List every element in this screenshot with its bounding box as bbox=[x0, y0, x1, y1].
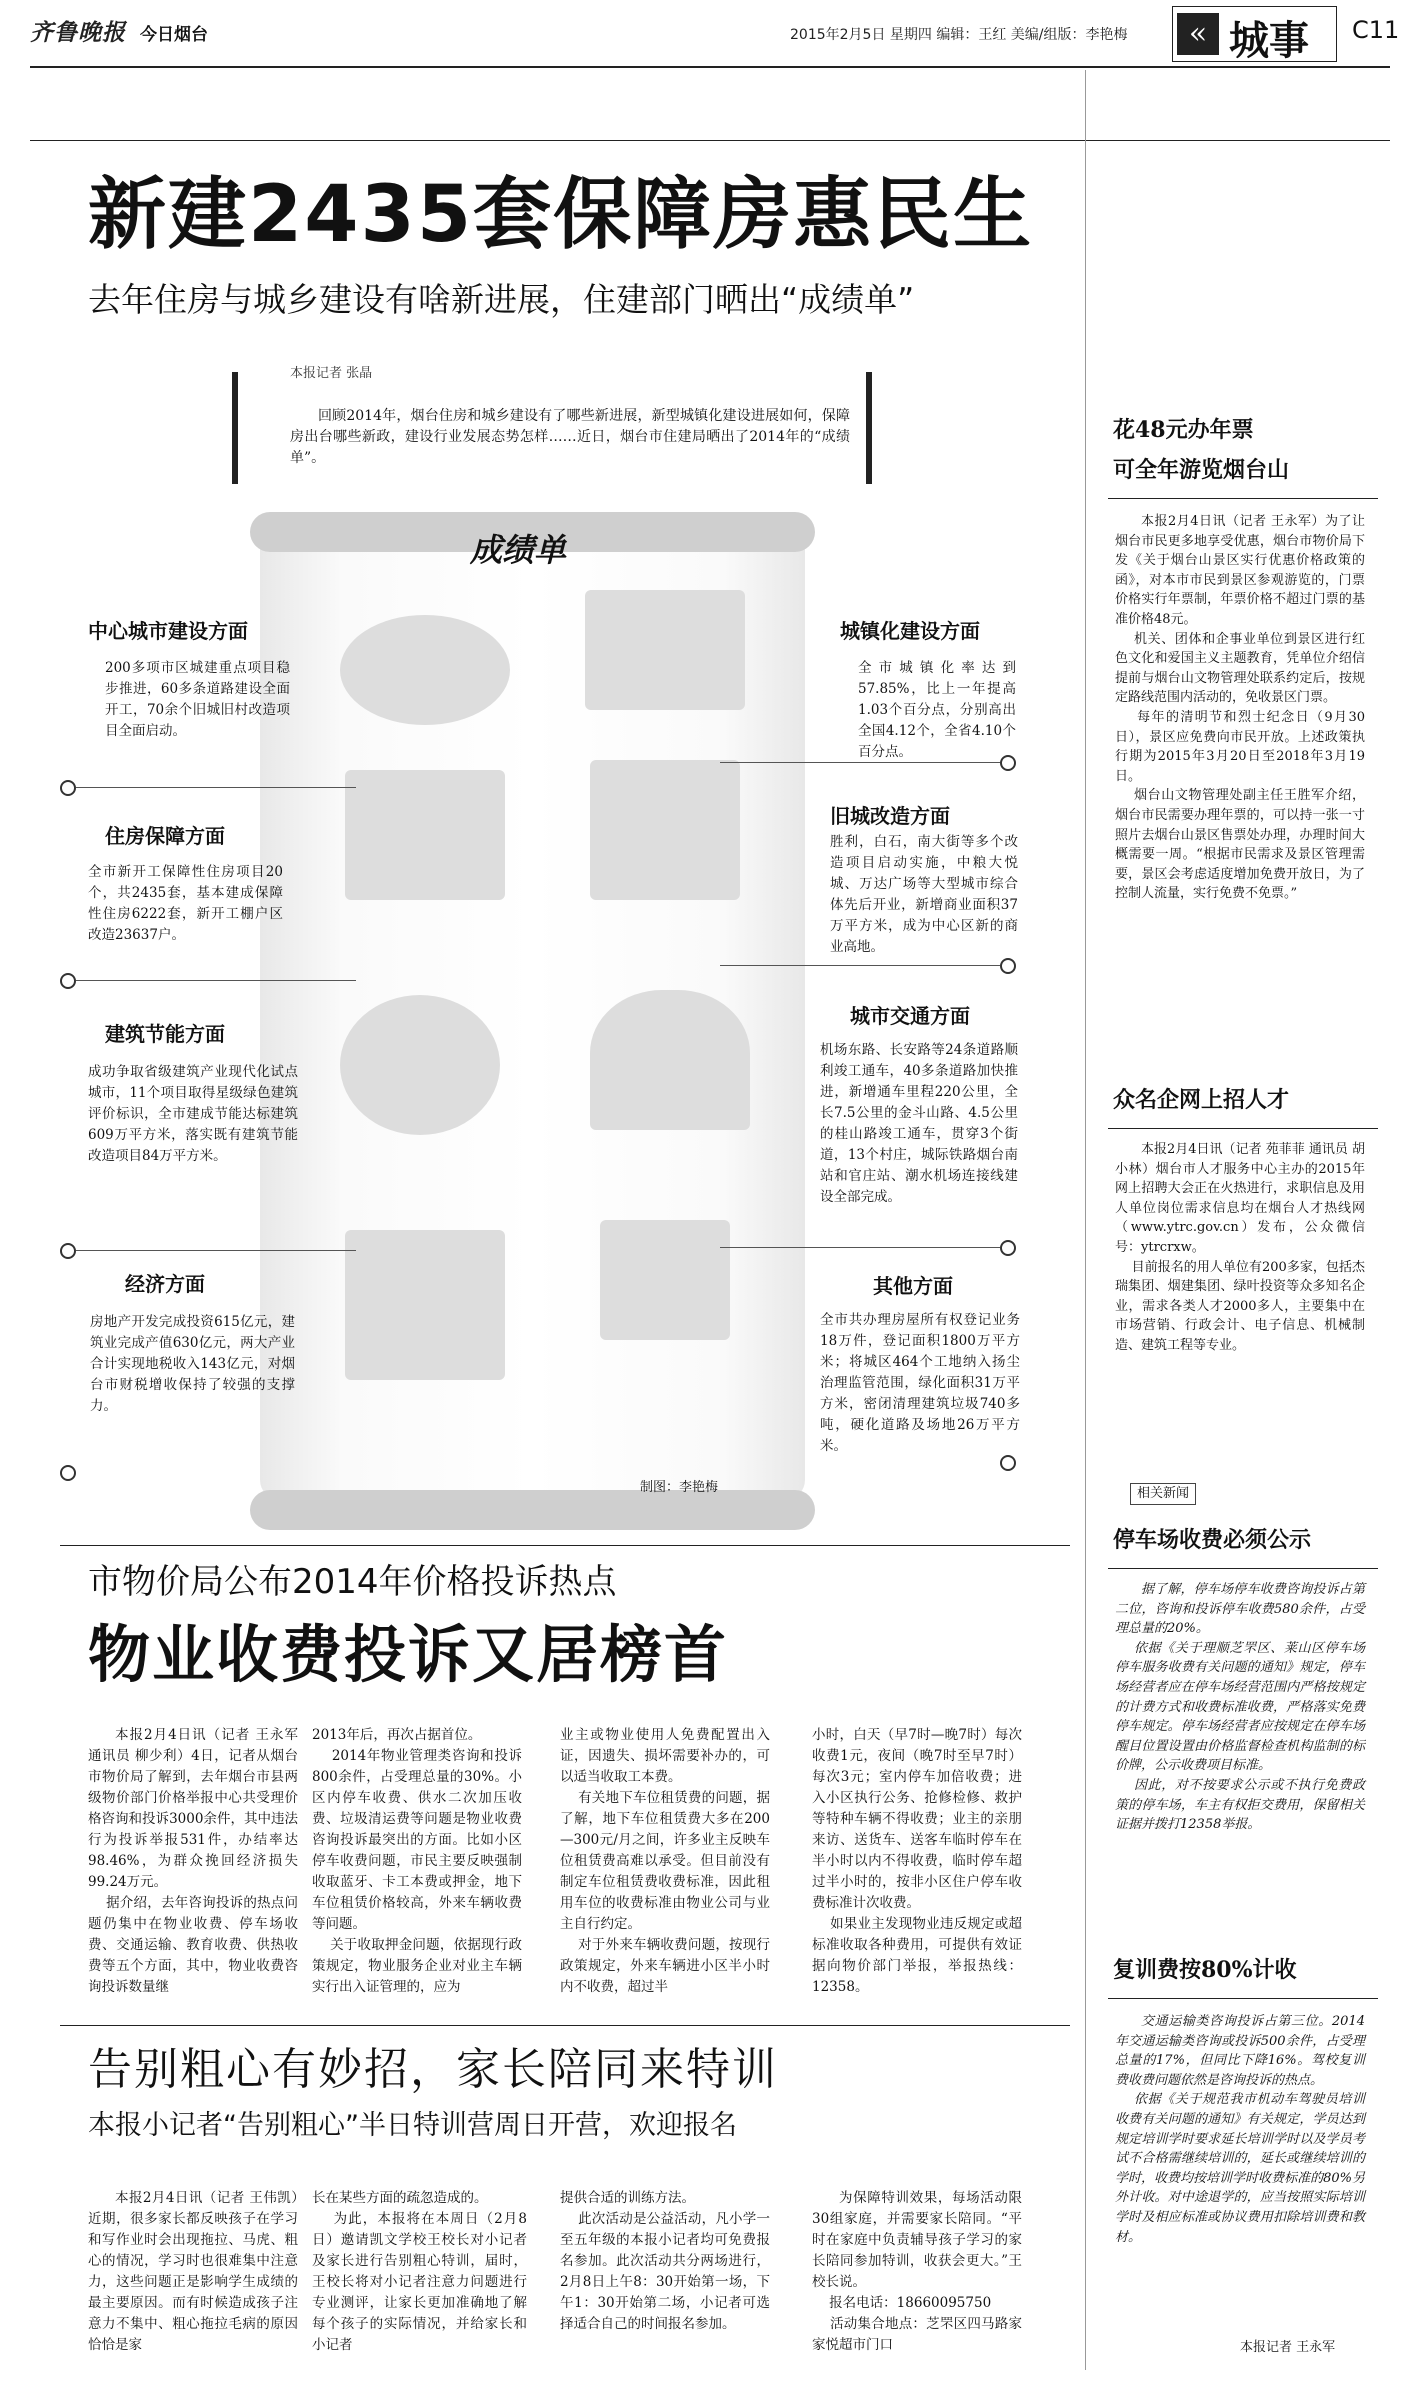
globe-crane-image bbox=[345, 1230, 505, 1380]
connector-dot bbox=[1000, 1455, 1016, 1471]
connector-line bbox=[76, 980, 356, 981]
article-column: 长在某些方面的疏忽造成的。 为此，本报将在本周日（2月8日）邀请凯文学校王校长对小记者及家长进行告别粗心特训，届时，王校长将对小记者注意力问题进行专业测评，让家长更加准确地了解每个孩子的实际情况，并给家长和小记者 bbox=[312, 2190, 527, 2353]
article-headline: 告别粗心有妙招，家长陪同来特训 bbox=[88, 2044, 778, 2095]
connector-line bbox=[76, 1250, 356, 1251]
sidebar-article-text: 交通运输类咨询投诉占第三位。2014年交通运输类咨询或投诉500余件，占受理总量的17%，但同比下降16%。驾校复训费收费问题依然是咨询投诉的热点。 依据《关于规范我市机动车驾驶员培训收费有关问题的通知》有关规定，学员达到规定培训学时要求延长培训学时以及学员考试不合格需继续培训的，延长或继续培训的学时，收费均按培训学时收费标准的80%另外计收。对中途退学的，应当按照实际培训学时及相应标准或协议费用扣除培训费和教材。 bbox=[1115, 2014, 1365, 2245]
city-model-image bbox=[340, 615, 510, 725]
section-name: 今日烟台 bbox=[140, 25, 208, 45]
section-tag bbox=[1172, 6, 1337, 62]
sidebar-article-text: 本报2月4日讯（记者 苑菲菲 通讯员 胡小林）烟台市人才服务中心主办的2015年网上招聘大会正在火热进行，求职信息及用人单位岗位需求信息均在烟台人才热线网（www.ytrc.gov.cn）发布，公众微信号：ytrcrxw。 目前报名的用人单位有200多家，包括杰瑞集团、烟建集团、绿叶投资等众多知名企业，需求各类人才2000多人，主要集中在市场营销、行政会计、电子信息、机械制造、建筑工程等专业。 bbox=[1115, 1142, 1365, 1353]
article-column: 为保障特训效果，每场活动限30组家庭，并需要家长陪同。“平时在家庭中负责辅导孩子学习的家长陪同参加特训，收获会更大。”王校长说。 报名电话：18660095750 活动集合地点：芝罘区四马路家家悦超市门口 bbox=[812, 2190, 1023, 2353]
sidebar-rule bbox=[1108, 1998, 1378, 1999]
sidebar-rule bbox=[1108, 1568, 1378, 1569]
item-text: 机场东路、长安路等24条道路顺利竣工通车，40多条道路加快推进，新增通车里程220公里，全长7.5公里的金斗山路、4.5公里的桂山路竣工通车，贯穿3个街道，13个村庄，城际铁路烟台南站和官庄站、潮水机场连接线建设全部完成。 bbox=[820, 1042, 1018, 1205]
article-subhead: 本报小记者“告别粗心”半日特训营周日开营，欢迎报名 bbox=[88, 2110, 737, 2141]
item-title: 其他方面 bbox=[873, 1274, 953, 1298]
rising-arrow-image bbox=[585, 590, 745, 710]
green-energy-image bbox=[340, 995, 500, 1135]
connector-dot bbox=[60, 780, 76, 796]
section-tag-label: 城事 bbox=[1229, 18, 1309, 64]
connector-dot bbox=[60, 973, 76, 989]
graphic-credit: 制图：李艳梅 bbox=[640, 1480, 719, 1495]
sidebar-rule bbox=[1108, 498, 1378, 499]
page-number: C11 bbox=[1352, 16, 1400, 44]
article-headline: 物业收费投诉又居榜首 bbox=[88, 1618, 729, 1691]
connector-line bbox=[720, 965, 1000, 966]
section-rule bbox=[60, 1545, 1070, 1546]
item-title: 住房保障方面 bbox=[105, 824, 225, 848]
article-column: 本报2月4日讯（记者 王永军 通讯员 柳少利）4日，记者从烟台市物价局了解到，去年烟台市县两级物价部门价格举报中心共受理价格咨询和投诉3000余件，其中违法行为投诉举报531件，办结率达98.46%，为群众挽回经济损失99.24万元。 据介绍，去年咨询投诉的热点问题仍集中在物业收费、停车场收费、交通运输、教育收费、供热收费等五个方面，其中，物业收费咨询投诉数量继 bbox=[88, 1727, 299, 1995]
sidebar-headline: 复训费按80%计收 bbox=[1113, 1957, 1297, 1983]
article-column: 业主或物业使用人免费配置出入证，因遗失、损坏需要补办的，可以适当收取工本费。 有关地下车位租赁费的问题，据了解，地下车位租赁费大多在200—300元/月之间，许多业主反映车位租赁费高难以承受。但目前没有制定车位租赁费收费标准，因此租用车位的收费标准由物业公司与业主自行约定。 对于外来车辆收费问题，按现行政策规定，外来车辆进小区半小时内不收费，超过半 bbox=[560, 1727, 771, 1995]
curved-arrow-image bbox=[600, 1220, 730, 1340]
double-chevron-icon: « bbox=[1177, 13, 1219, 55]
connector-dot bbox=[60, 1465, 76, 1481]
sidebar-headline: 花48元办年票 bbox=[1113, 417, 1254, 443]
sidebar-headline: 可全年游览烟台山 bbox=[1113, 457, 1290, 483]
sidebar-article-text: 本报2月4日讯（记者 王永军）为了让烟台市民更多地享受优惠，烟台市物价局下发《关于烟台山景区实行优惠价格政策的函》，对本市市民到景区参观游览的，门票价格实行年票制，年票价格不超过门票的基准价格48元。 机关、团体和企事业单位到景区进行红色文化和爱国主义主题教育，凭单位介绍信提前与烟台山文物管理处联系约定后，按规定路线范围内活动的，免收景区门票。 每年的清明节和烈士纪念日（9月30日），景区应免费向市民开放。上述政策执行期为2015年3月20日至2018年3月19日。 烟台山文物管理处副主任王胜军介绍，烟台市民需要办理年票的，可以持一张一寸照片去烟台山景区售票处办理，办理时间大概需要一周。“根据市民需求及景区管理需要，景区会考虑适度增加免费开放日，为了控制人流量，实行免费不免票。” bbox=[1115, 514, 1365, 902]
item-text: 全市新开工保障性住房项目20个，共2435套，基本建成保障性住房6222套，新开工棚户区改造23637户。 bbox=[88, 864, 283, 943]
item-title: 城镇化建设方面 bbox=[840, 619, 980, 643]
sidebar-headline: 众名企网上招人才 bbox=[1113, 1087, 1290, 1113]
sidebar-headline: 停车场收费必须公示 bbox=[1113, 1527, 1312, 1553]
connector-line bbox=[720, 1247, 1000, 1248]
item-title: 城市交通方面 bbox=[850, 1004, 970, 1028]
article-column: 2013年后，再次占据首位。 2014年物业管理类咨询和投诉800余件，占受理总量的30%。小区内停车收费、供水二次加压收费、垃圾清运费等问题是物业收费咨询投诉最突出的方面。比如小区停车收费问题，市民主要反映强制收取蓝牙、卡工本费或押金，地下车位租赁价格较高，外来车辆收费等问题。 关于收取押金问题，依据现行政策规定，物业服务企业对业主车辆实行出入证管理的，应为 bbox=[312, 1727, 523, 1995]
sidebar-article-text: 据了解，停车场停车收费咨询投诉占第二位，咨询和投诉停车收费580余件，占受理总量的20%。 依据《关于理顺芝罘区、莱山区停车场停车服务收费有关问题的通知》规定，停车场经营者应在停车场经营范围内严格按规定的计费方式和收费标准收费，严格落实免费停车规定。停车场经营者应按规定在停车场醒目位置设置由价格监督检查机构监制的标价牌，公示收费项目标准。 因此，对不按要求公示或不执行免费政策的停车场，车主有权拒交费用，保留相关证据并拨打12358举报。 bbox=[1115, 1582, 1365, 1833]
connector-line bbox=[76, 787, 356, 788]
scroll-title: 成绩单 bbox=[470, 531, 567, 569]
issue-meta: 2015年2月5日 星期四 编辑：王红 美编/组版：李艳梅 bbox=[790, 27, 1128, 43]
headline-rule bbox=[30, 140, 1390, 141]
sidebar-rule bbox=[1108, 1128, 1378, 1129]
item-text: 成功争取省级建筑产业现代化试点城市，11个项目取得星级绿色建筑评价标识，全市建成节能达标建筑609万平方米，落实既有建筑节能改造项目84万平方米。 bbox=[88, 1064, 298, 1164]
item-text: 200多项市区城建重点项目稳步推进，60多条道路建设全面开工，70余个旧城旧村改造项目全面启动。 bbox=[105, 660, 290, 739]
item-text: 全市城镇化率达到57.85%，比上一年提高1.03个百分点，分别高出全国4.12个，全省4.10个百分点。 bbox=[858, 660, 1016, 760]
item-title: 经济方面 bbox=[125, 1272, 205, 1296]
main-subhead: 去年住房与城乡建设有啥新进展，住建部门晒出“成绩单” bbox=[88, 280, 915, 319]
tunnel-traffic-image bbox=[590, 990, 750, 1130]
article-column: 小时，白天（早7时—晚7时）每次收费1元，夜间（晚7时至早7时）每次3元；室内停车加倍收费；进入小区执行公务、抢修检修、救护等特种车辆不得收费；业主的亲朋来访、送货车、送客车临时停车在半小时以内不得收费，临时停车超过半小时的，按非小区住户停车收费标准计次收费。 如果业主发现物业违反规定或超标准收取各种费用，可提供有效证据向物价部门举报，举报热线：12358。 bbox=[812, 1727, 1023, 1995]
intro-text: 回顾2014年，烟台住房和城乡建设有了哪些新进展，新型城镇化建设进展如何，保障房出台哪些新政，建设行业发展态势怎样……近日，烟台市住建局晒出了2014年的“成绩单”。 bbox=[290, 408, 850, 466]
connector-dot bbox=[60, 1243, 76, 1259]
byline: 本报记者 张晶 bbox=[290, 366, 373, 381]
sidebar-signature: 本报记者 王永军 bbox=[1240, 2340, 1336, 2355]
article-column: 提供合适的训练方法。 此次活动是公益活动，凡小学一至五年级的本报小记者均可免费报名参加。此次活动共分两场进行，2月8日上午8：30开始第一场，下午1：30开始第二场，小记者可选择适合自己的时间报名参加。 bbox=[560, 2190, 771, 2332]
article-kicker: 市物价局公布2014年价格投诉热点 bbox=[88, 1562, 617, 1602]
main-headline: 新建2435套保障房惠民生 bbox=[88, 170, 1034, 260]
article-column: 本报2月4日讯（记者 王伟凯）近期，很多家长都反映孩子在学习和写作业时会出现拖拉、马虎、粗心的情况，学习时也很难集中注意力，这些问题正是影响学生成绩的最主要原因。而有时候造成孩子注意力不集中、粗心拖拉毛病的原因恰恰是家 bbox=[88, 2190, 298, 2353]
house-family-image bbox=[345, 770, 505, 900]
page-header bbox=[0, 0, 1417, 70]
connector-dot bbox=[1000, 1240, 1016, 1256]
masthead-logo: 齐鲁晚报 bbox=[30, 19, 126, 46]
item-title: 旧城改造方面 bbox=[830, 804, 950, 828]
column-divider bbox=[1085, 70, 1086, 2370]
related-news-label: 相关新闻 bbox=[1130, 1483, 1196, 1505]
item-text: 胜利，白石，南大街等多个改造项目启动实施，中粮大悦城、万达广场等大型城市综合体先后开业，新增商业面积37万平方米，成为中心区新的商业高地。 bbox=[830, 834, 1018, 955]
item-text: 全市共办理房屋所有权登记业务18万件，登记面积1800万平方米；将城区464个工地纳入扬尘治理监管范围，绿化面积31万平方米，密闭清理建筑垃圾740多吨，硬化道路及场地26万平方米。 bbox=[820, 1312, 1020, 1454]
scroll-bottom bbox=[250, 1490, 815, 1530]
construction-crane-image bbox=[590, 760, 740, 900]
connector-dot bbox=[1000, 958, 1016, 974]
header-rule bbox=[30, 66, 1390, 68]
item-title: 中心城市建设方面 bbox=[88, 619, 248, 643]
item-text: 房地产开发完成投资615亿元，建筑业完成产值630亿元，两大产业合计实现地税收入143亿元，对烟台市财税增收保持了较强的支撑力。 bbox=[90, 1314, 295, 1414]
section-rule bbox=[60, 2025, 1070, 2026]
item-title: 建筑节能方面 bbox=[105, 1022, 225, 1046]
